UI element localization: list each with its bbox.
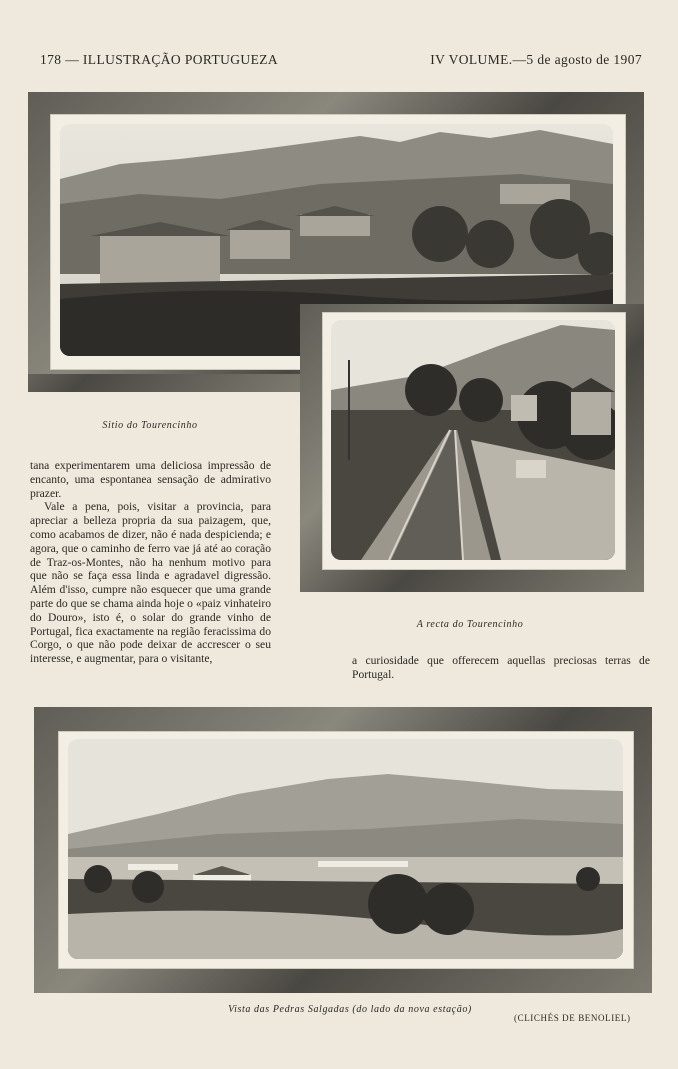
paragraph: Vale a pena, pois, visitar a provincia, para apreciar a belleza propria da sua paizagem, que, como acabamos de dizer, não é nada despicienda; e agora, que o caminho de ferro vae já até ao coração de Traz-os-Montes, não ha nenhum motivo para que não se faça essa linda e agradavel digressão. Além d'isso, cumpre não esquecer que uma grande parte do que se chama ainda hoje o «paiz vinhateiro do Douro», isto é, o solar do grande vinho de Portugal, fica exactamente na região feracissima do Corgo, o que não pode deixar de accrescer o seu interesse, e augmentar, para o visitante, [30, 500, 271, 666]
paragraph: tana experimentarem uma deliciosa impressão de encanto, uma espontanea sensação de admirativo prazer. [30, 459, 271, 500]
photo-vista-das-pedras-salgadas [68, 739, 623, 959]
article-column-left [30, 459, 271, 666]
photo-recta-do-tourencinho [331, 320, 615, 560]
page-header-right: IV VOLUME.—5 de agosto de 1907 [430, 52, 642, 67]
photo-credit: (CLICHÉS DE BENOLIEL) [514, 1013, 631, 1023]
caption-photo-2: A recta do Tourencinho [416, 619, 524, 630]
article-column-right [352, 654, 650, 682]
caption-photo-3: Vista das Pedras Salgadas (do lado da nova estação) [228, 1004, 472, 1015]
page-header-left: 178 — ILLUSTRAÇÃO PORTUGUEZA [40, 52, 279, 67]
paragraph: a curiosidade que offerecem aquellas preciosas terras de Portugal. [352, 654, 650, 681]
caption-photo-1: Sitio do Tourencinho [102, 420, 198, 431]
